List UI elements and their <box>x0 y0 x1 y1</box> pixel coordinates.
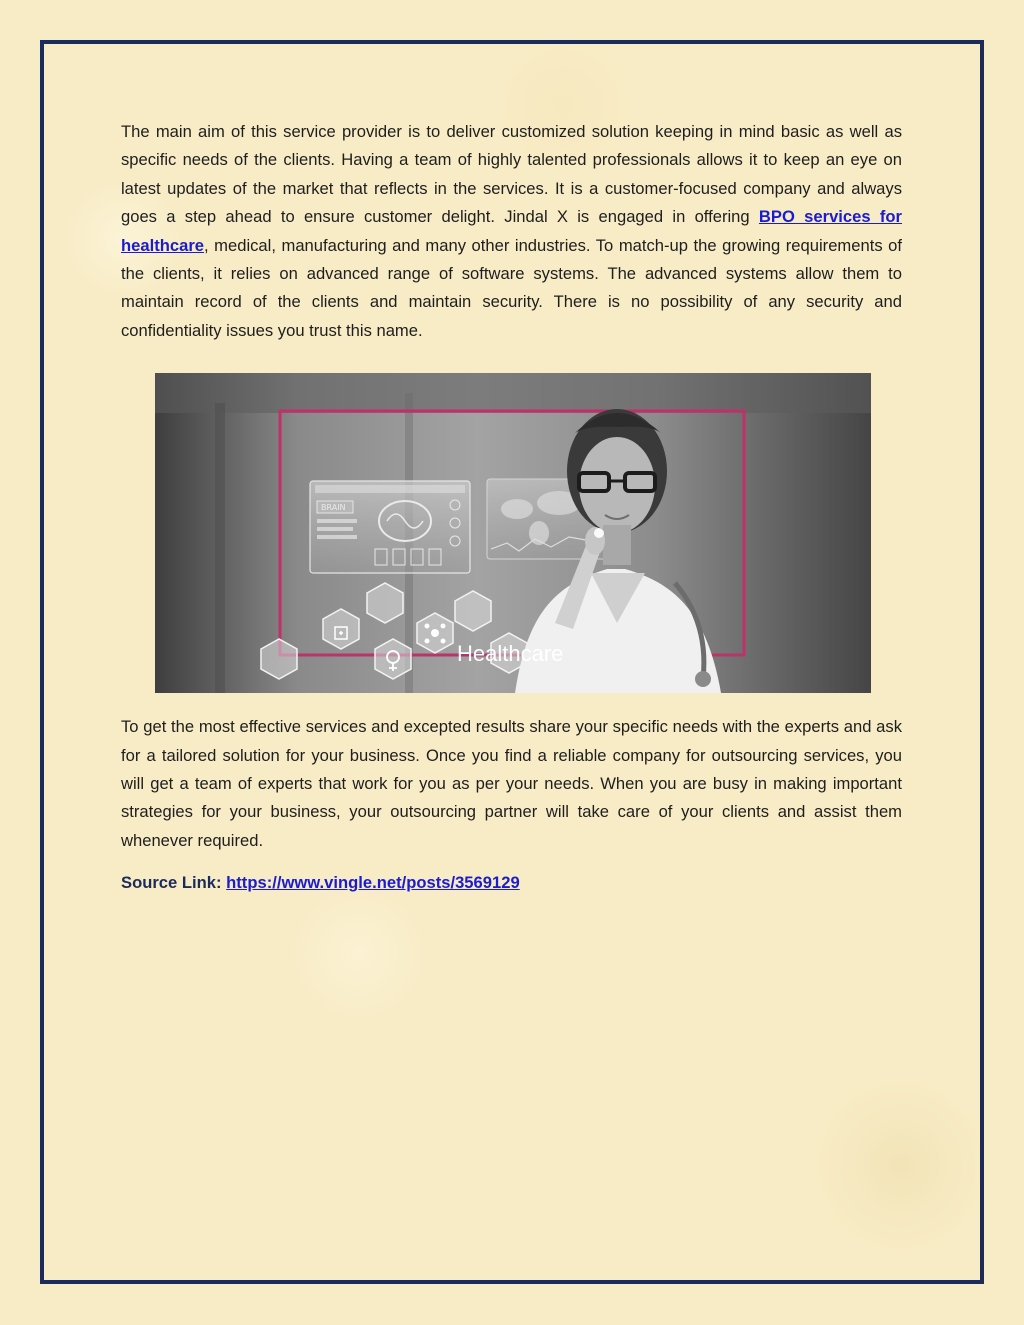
source-url-link[interactable]: https://www.vingle.net/posts/3569129 <box>226 873 520 893</box>
paragraph-outsourcing: To get the most effective services and excepted results share your specific needs with the experts and ask for a tailored solution for your business. Once you find a reliable company for outsourcing services, you will get a team of experts that work for you as per your needs. When you are busy in making important strategies for your business, your outsourcing partner will take care of your clients and assist them whenever required. <box>121 717 902 850</box>
brain-panel-label: BRAIN <box>321 503 346 513</box>
healthcare-caption: Healthcare <box>457 641 564 667</box>
paragraph-intro <box>121 118 902 345</box>
healthcare-image <box>155 373 871 693</box>
source-line <box>121 869 902 897</box>
healthcare-illustration <box>155 373 871 693</box>
article-content <box>121 118 902 897</box>
bpo-healthcare-link[interactable]: BPO services for healthcare <box>121 207 902 255</box>
brain-panel <box>310 481 470 573</box>
paragraph-intro-text-continued: , medical, manufacturing and many other industries. To match-up the growing requirements of the clients, it relies on advanced range of software systems. The advanced systems allow them to maintain record of the clients and maintain security. There is no possibility of any security and confidentiality issues you trust this name. <box>121 235 902 340</box>
paragraph-intro-text: The main aim of this service provider is to deliver customized solution keeping in mind basic as well as specific needs of the clients. Having a team of highly talented professionals allows it to keep an eye on latest updates of the market that reflects in the services. It is a customer-focused company and always goes a step ahead to ensure customer delight. Jindal X is engaged in offering <box>121 122 902 227</box>
source-label: Source Link: <box>121 873 222 893</box>
